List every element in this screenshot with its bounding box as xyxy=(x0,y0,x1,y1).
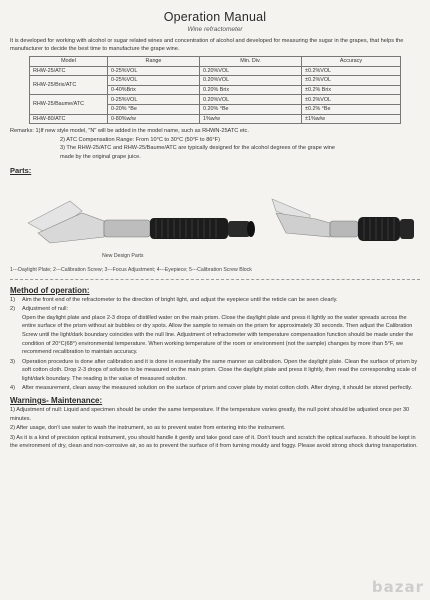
table-cell: ±0.2%VOL xyxy=(302,76,401,86)
spec-header-accuracy: Accuracy xyxy=(302,57,401,67)
table-cell: RHW-80/ATC xyxy=(30,114,108,124)
refractometer-right xyxy=(272,199,414,241)
table-cell: 0.20%VOL xyxy=(200,95,302,105)
spec-header-model: Model xyxy=(30,57,108,67)
table-cell: ±0.2%VOL xyxy=(302,95,401,105)
table-cell: ±0.2% Brix xyxy=(302,85,401,95)
refractometer-left xyxy=(28,201,255,243)
table-cell: RHW-25/Baume/ATC xyxy=(30,95,108,114)
table-row xyxy=(30,95,401,105)
spec-table xyxy=(29,56,401,124)
table-cell: 0-25%VOL xyxy=(108,76,200,86)
step-number: 1) xyxy=(10,296,15,303)
warning-3: 3) As it is a kind of precision optical instrument, you should handle it gently and take good care of it. Don't touch and scratch the optical surfaces. It should be kept in the environment of dry, clean and non-corrosive air, so as to prevent the surface of it from turning mouldy and foggy. Please avoid strong shock during transportation. xyxy=(10,434,418,450)
parts-caption: 1---Daylight Plate; 2---Calibration Screw; 3---Focus Adjustment; 4---Eyepiece; 5---Calibration Screw Block xyxy=(10,266,252,273)
refractometer-illustration xyxy=(10,177,420,265)
bazar-watermark: bazar xyxy=(371,578,424,596)
table-cell: 0.20%VOL xyxy=(200,66,302,76)
spec-header-range: Range xyxy=(108,57,200,67)
method-step-4 xyxy=(10,384,420,393)
remark-1: Remarks: 1)If new style model, "N" will be added in the model name, such as RHWN-25ATC etc. xyxy=(10,128,249,135)
table-cell: ±0.2%VOL xyxy=(302,66,401,76)
step-text: After measurement, clean away the measured solution on the surface of prism and cover plate by moist cotton cloth. After drying, it should be stored perfectly. xyxy=(22,385,413,392)
method-step-2 xyxy=(10,305,420,314)
section-divider xyxy=(10,279,420,280)
table-cell: ±1%w/w xyxy=(302,114,401,124)
step-number: 2) xyxy=(10,306,15,313)
table-row xyxy=(30,114,401,124)
table-cell: 0-40%Brix xyxy=(108,85,200,95)
intro-paragraph: It is developed for working with alcohol or sugar related wines and concentration of alcohol and developed for measuring the sugar in the grapes, that helps the manufacturer to decide the best time to manufacture the grape wine. xyxy=(10,38,404,52)
parts-figure xyxy=(10,177,420,265)
warnings-heading: Warnings- Maintenance: xyxy=(10,396,103,406)
remark-2: 2) ATC Compensation Range: From 10°C to 30°C (50°F to 86°F) xyxy=(60,136,220,143)
remark-3: 3) The RHW-25/ATC and RHW-25/Baume/ATC are typically designed for the alcohol degrees of the grape wine xyxy=(60,145,335,152)
table-cell: 0-25%VOL xyxy=(108,95,200,105)
table-cell: 0-20% °Be xyxy=(108,104,200,114)
table-row xyxy=(30,66,401,76)
table-cell: 0-25%VOL xyxy=(108,66,200,76)
table-cell: RHW-25/Brix/ATC xyxy=(30,76,108,95)
table-cell: ±0.2% °Be xyxy=(302,104,401,114)
table-cell: 0.20% Brix xyxy=(200,85,302,95)
table-cell: 0-80%w/w xyxy=(108,114,200,124)
step-text: Operation procedure is done after calibration and it is done in essentially the same manner as calibration. Open the daylight plate. Clean the surface of prism by soft cotton cloth. Drop 2-3 drops of solution to be measured on the main prism. Close the daylight plate and press it lightly, then read the corresponding scale of light/dark boundary. The reading is the value of measured solution. xyxy=(22,358,418,382)
remarks-block xyxy=(10,127,420,161)
step-number: 3) xyxy=(10,358,15,365)
spec-table-header-row xyxy=(30,57,401,67)
page-subtitle: Wine refractometer xyxy=(187,26,243,33)
method-step-1 xyxy=(10,296,420,305)
new-design-label: New Design Parts xyxy=(102,252,144,259)
table-cell: 1%w/w xyxy=(200,114,302,124)
method-heading: Method of operation: xyxy=(10,285,90,295)
table-cell: 0.20% °Be xyxy=(200,104,302,114)
null-adjustment-paragraph: Open the daylight plate and place 2-3 drops of distilled water on the main prism. Close the daylight plate and press it lightly so the water spreads across the entire surface of the prism without air bubbles or dry spots. Allow the sample to remain on the prism for approximately 30 seconds. Then adjust the Calibration Screw until the light/dark boundary coincides with the null line. Adjustment of refractometer with temperature compensation function should be made under the condition of 20°C(68°) environmental temperature. When working temperature of the room or environment (not the sample) changes by more than 5°F, we recommend recalibration to maintain accuracy. xyxy=(22,314,414,356)
table-cell: 0.20%VOL xyxy=(200,76,302,86)
remark-3-cont: made by the original grape juice. xyxy=(60,153,141,160)
page-title: Operation Manual xyxy=(163,10,267,24)
method-step-3 xyxy=(10,358,420,384)
warning-1: 1) Adjustment of null: Liquid and specimen should be under the same temperature. If the temperature varies greatly, the null point should be adjusted once per 30 minutes. xyxy=(10,407,410,422)
step-text: Aim the front end of the refractometer to the direction of bright light, and adjust the eyepiece until the reticle can be seen clearly. xyxy=(22,296,338,303)
parts-heading: Parts: xyxy=(10,165,32,175)
step-number: 4) xyxy=(10,385,15,392)
step-text: Adjustment of null: xyxy=(22,306,69,313)
warning-2: 2) After usage, don't use water to wash the instrument, so as to prevent water from entering into the instrument. xyxy=(10,425,286,432)
spec-header-div: Min. Div. xyxy=(200,57,302,67)
table-row xyxy=(30,76,401,86)
table-cell: RHW-25/ATC xyxy=(30,66,108,76)
